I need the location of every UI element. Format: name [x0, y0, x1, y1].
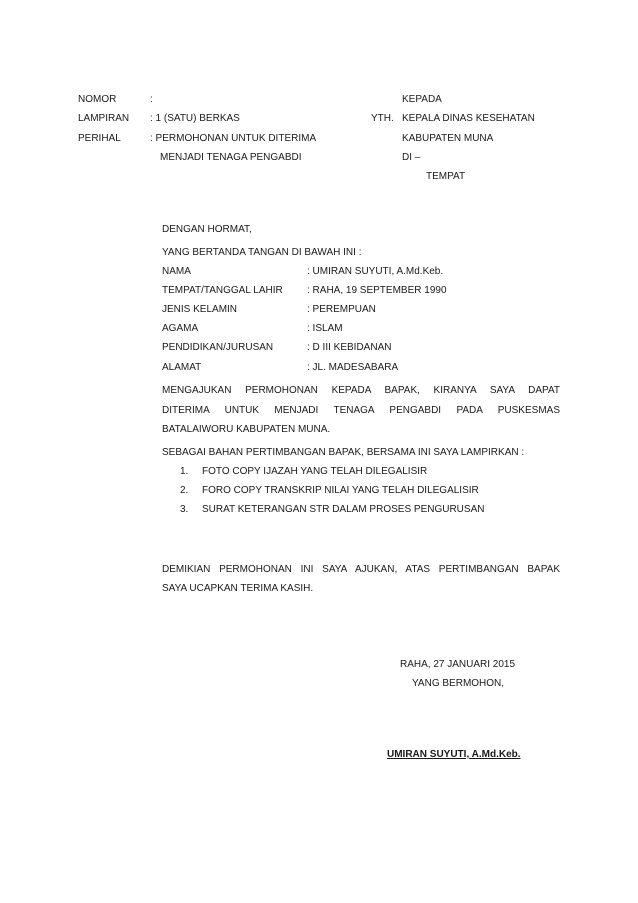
attachment-text: SURAT KETERANGAN STR DALAM PROSES PENGURUSAN — [202, 504, 485, 515]
field-label: JENIS KELAMIN — [162, 304, 238, 315]
signatory-name: UMIRAN SUYUTI, A.Md.Keb. — [387, 749, 521, 760]
recipient-line4: TEMPAT — [426, 171, 466, 182]
field-value: : RAHA, 19 SEPTEMBER 1990 — [307, 285, 447, 296]
field-label: PENDIDIKAN/JURUSAN — [162, 342, 274, 353]
lampiran-value: : 1 (SATU) BERKAS — [150, 113, 240, 124]
perihal-value-line1: : PERMOHONAN UNTUK DITERIMA — [150, 133, 317, 144]
field-value: : D III KEBIDANAN — [307, 342, 392, 353]
greeting: DENGAN HORMAT, — [162, 224, 252, 235]
closing-line-2: SAYA UCAPKAN TERIMA KASIH. — [162, 583, 314, 594]
attachment-number: 1. — [180, 466, 189, 477]
perihal-label: PERIHAL — [78, 133, 121, 144]
signature-title: YANG BERMOHON, — [412, 678, 505, 689]
kepada-label: KEPADA — [402, 94, 442, 105]
attachment-intro: SEBAGAI BAHAN PERTIMBANGAN BAPAK, BERSAMA INI SAYA LAMPIRKAN : — [162, 447, 525, 458]
field-label: NAMA — [162, 266, 191, 277]
place-date: RAHA, 27 JANUARI 2015 — [400, 659, 516, 670]
recipient-line2: KABUPATEN MUNA — [402, 133, 494, 144]
attachment-text: FORO COPY TRANSKRIP NILAI YANG TELAH DILEGALISIR — [202, 485, 479, 496]
recipient-line1: KEPALA DINAS KESEHATAN — [402, 113, 535, 124]
perihal-value-line2: MENJADI TENAGA PENGABDI — [160, 152, 302, 163]
attachment-number: 3. — [180, 504, 189, 515]
attachment-number: 2. — [180, 485, 189, 496]
intro-line: YANG BERTANDA TANGAN DI BAWAH INI : — [162, 247, 362, 258]
nomor-colon: : — [150, 94, 153, 105]
recipient-line3: DI – — [402, 152, 421, 163]
lampiran-label: LAMPIRAN — [78, 113, 130, 124]
field-label: ALAMAT — [162, 362, 202, 373]
yth-label: YTH. — [371, 113, 394, 124]
field-value: : JL. MADESABARA — [307, 362, 399, 373]
field-label: TEMPAT/TANGGAL LAHIR — [162, 285, 283, 296]
field-value: : UMIRAN SUYUTI, A.Md.Keb. — [307, 266, 444, 277]
nomor-label: NOMOR — [78, 94, 117, 105]
field-value: : ISLAM — [307, 323, 343, 334]
request-line-3: BATALAIWORU KABUPATEN MUNA. — [162, 424, 331, 435]
request-line-1: MENGAJUKAN PERMOHONAN KEPADA BAPAK, KIRANYA SAYA DAPAT — [162, 385, 560, 396]
request-line-2: DITERIMA UNTUK MENJADI TENAGA PENGABDI PADA PUSKESMAS — [162, 405, 560, 416]
field-value: : PEREMPUAN — [307, 304, 376, 315]
field-label: AGAMA — [162, 323, 199, 334]
closing-line-1: DEMIKIAN PERMOHONAN INI SAYA AJUKAN, ATAS PERTIMBANGAN BAPAK — [162, 564, 560, 575]
attachment-text: FOTO COPY IJAZAH YANG TELAH DILEGALISIR — [202, 466, 428, 477]
